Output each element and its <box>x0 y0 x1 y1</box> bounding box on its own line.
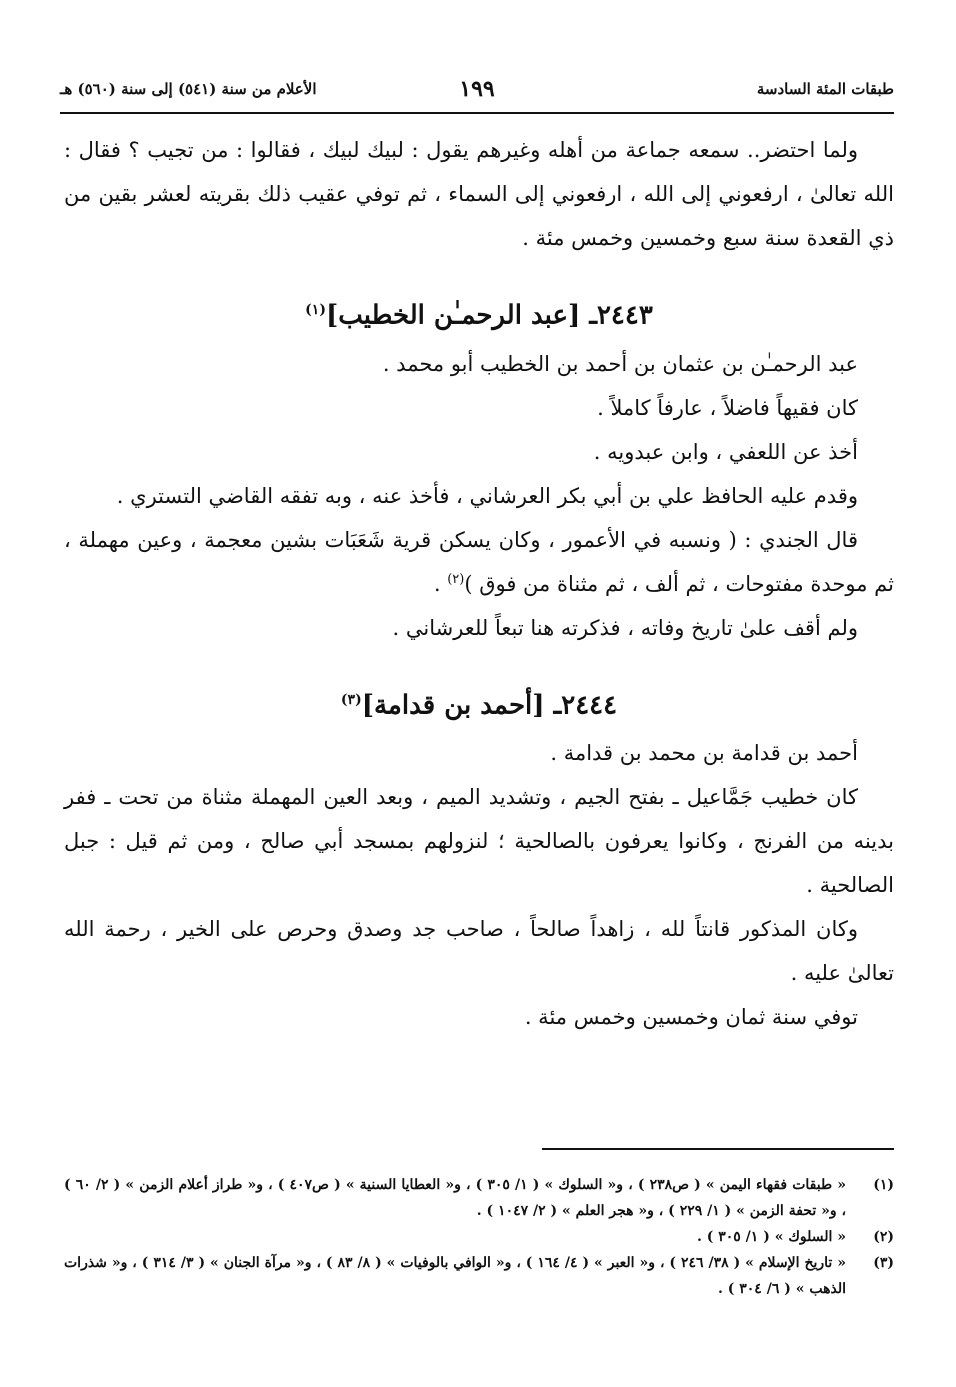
footnote <box>64 1172 894 1224</box>
entry-2443-p1: عبد الرحمـٰن بن عثمان بن أحمد بن الخطيب أبو محمد . <box>382 351 858 376</box>
page-number: ١٩٩ <box>459 76 495 102</box>
footnote-text: « السلوك » ( ١/ ٣٠٥ ) . <box>696 1229 846 1245</box>
entry-2443-p6: ولم أقف علىٰ تاريخ وفاته ، فذكرته هنا تبعاً للعرشاني . <box>392 615 858 640</box>
entry-2443-title <box>64 288 894 338</box>
entry-2443-p5-end: . <box>433 571 448 596</box>
entry-2444-p4: توفي سنة ثمان وخمسين وخمس مئة . <box>524 1005 858 1030</box>
entry-2443-p5 <box>64 518 894 606</box>
entry-2443-p2: كان فقيهاً فاضلاً ، عارفاً كاملاً . <box>597 395 858 420</box>
running-header <box>60 76 894 110</box>
entry-2444-p1: أحمد بن قدامة بن محمد بن قدامة . <box>550 741 858 766</box>
footnotes <box>64 1172 894 1302</box>
entry-2443-note-ref: (١) <box>305 302 326 318</box>
footnote-number: (١) <box>873 1177 894 1193</box>
footnote-text: « طبقات فقهاء اليمن » ( ص٢٣٨ ) ، و« السلوك » ( ١/ ٣٠٥ ) ، و« العطايا السنية » ( ص٤٠٧ ) ، و« طراز أعلام الزمن » ( ٢/ ٦٠ ) ، و« تحفة الزمن » ( ١/ ٢٢٩ ) ، و« هجر العلم » ( ٢/ ١٠٤٧ ) . <box>64 1177 846 1219</box>
header-book-title: طبقات المئة السادسة <box>756 80 894 98</box>
main-text <box>64 128 894 1039</box>
header-rule <box>60 112 894 114</box>
footnote-rule <box>542 1148 894 1150</box>
entry-2444-p3: وكان المذكور قانتاً لله ، زاهداً صالحاً ، صاحب جد وصدق وحرص على الخير ، رحمة الله تعالىٰ عليه . <box>64 917 894 986</box>
header-range: الأعلام من سنة (٥٤١) إلى سنة (٥٦٠) هـ <box>60 80 317 98</box>
entry-2443-p3: أخذ عن اللعفي ، وابن عبدويه . <box>593 439 858 464</box>
entry-2444-p2: كان خطيب جَمَّاعيل ـ بفتح الجيم ، وتشديد الميم ، وبعد العين المهملة مثناة من تحت ـ ففر بدينه من الفرنج ، وكانوا يعرفون بالصالحية ؛ لنزولهم بمسجد أبي صالح ، ومن ثم قيل : جبل الصالحية . <box>64 785 894 898</box>
entry-2443-p5-text: قال الجندي : ( ونسبه في الأعمور ، وكان يسكن قرية شَعَبَات بشين معجمة ، وعين مهملة ، ثم موحدة مفتوحات ، ثم ألف ، ثم مثناة من فوق ) <box>64 527 894 596</box>
entry-2443-p5-ref: (٢) <box>447 571 465 587</box>
footnote <box>64 1224 894 1250</box>
opening-paragraph: ولما احتضر.. سمعه جماعة من أهله وغيرهم يقول : لبيك لبيك ، فقالوا : من تجيب ؟ فقال : الله تعالىٰ ، ارفعوني إلى الله ، ارفعوني إلى السماء ، ثم توفي عقيب ذلك بقريته لعشر بقين من ذي القعدة سنة سبع وخمسين وخمس مئة . <box>64 138 894 250</box>
footnote-number: (٣) <box>873 1255 894 1271</box>
footnote-number: (٢) <box>873 1229 894 1245</box>
entry-2444-title <box>64 678 894 728</box>
entry-2443-title-text: ٢٤٤٣ـ [عبد الرحمـٰن الخطيب] <box>325 300 653 331</box>
footnote-text: « تاريخ الإسلام » ( ٣٨/ ٢٤٦ ) ، و« العبر » ( ٤/ ١٦٤ ) ، و« الوافي بالوفيات » ( ٨/ ٨٣ ) ، و« مرآة الجنان » ( ٣/ ٣١٤ ) ، و« شذرات الذهب » ( ٦/ ٣٠٤ ) . <box>64 1255 846 1297</box>
entry-2444-note-ref: (٣) <box>340 691 362 708</box>
entry-2444-title-text: ٢٤٤٤ـ [أحمد بن قدامة] <box>361 690 618 721</box>
footnote <box>64 1250 894 1302</box>
entry-2443-p4: وقدم عليه الحافظ علي بن أبي بكر العرشاني ، فأخذ عنه ، وبه تفقه القاضي التستري . <box>116 483 858 508</box>
